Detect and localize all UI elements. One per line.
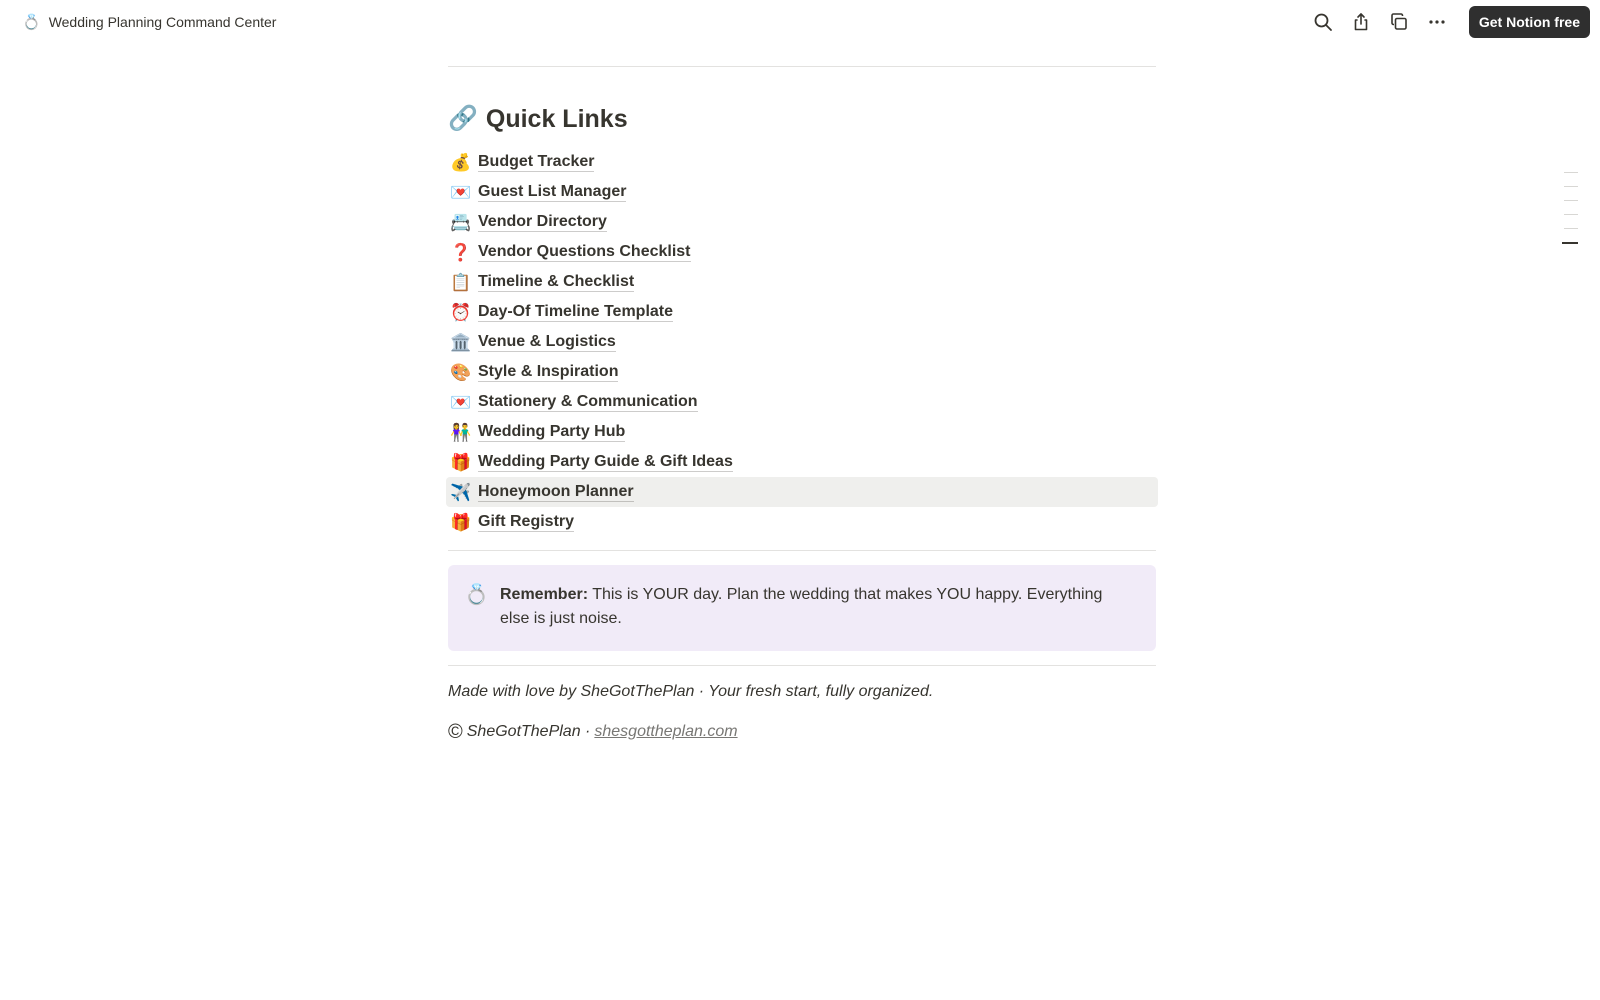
- page-title: Wedding Planning Command Center: [48, 14, 277, 30]
- topbar-actions: [1307, 6, 1590, 38]
- brand-name: SheGotThePlan ·: [466, 723, 591, 740]
- link-style-inspiration[interactable]: [448, 357, 1156, 387]
- breadcrumb[interactable]: [18, 8, 280, 36]
- ring-icon: 💍: [22, 13, 41, 31]
- link-timeline-checklist[interactable]: [448, 267, 1156, 297]
- link-label: Venue & Logistics: [478, 332, 616, 350]
- copyright-icon: ©: [448, 721, 463, 743]
- search-button[interactable]: [1307, 6, 1339, 38]
- link-label: Budget Tracker: [478, 152, 595, 170]
- outline-marker[interactable]: [1564, 228, 1578, 229]
- clipboard-icon: 📋: [450, 272, 472, 292]
- couple-icon: 👫: [450, 422, 472, 442]
- quick-links-list: [448, 147, 1156, 537]
- ring-icon: 💍: [464, 584, 489, 606]
- outline-marker[interactable]: [1564, 186, 1578, 187]
- search-icon: [1313, 12, 1333, 32]
- outline-marker[interactable]: [1564, 172, 1578, 173]
- page-outline[interactable]: [1562, 172, 1582, 257]
- copyright-line: [448, 720, 1156, 744]
- callout-text: [500, 583, 1136, 631]
- link-label: Wedding Party Hub: [478, 422, 626, 440]
- page-content: [448, 66, 1156, 744]
- duplicate-icon: [1389, 12, 1409, 32]
- classical-building-icon: 🏛️: [450, 332, 472, 352]
- love-letter-icon: 💌: [450, 182, 472, 202]
- top-bar: [0, 0, 1600, 44]
- website-link[interactable]: shesgottheplan.com: [594, 723, 738, 740]
- link-guest-list-manager[interactable]: [448, 177, 1156, 207]
- link-gift-registry[interactable]: [448, 507, 1156, 537]
- duplicate-button[interactable]: [1383, 6, 1415, 38]
- money-bag-icon: 💰: [450, 152, 472, 172]
- link-label: Vendor Directory: [478, 212, 607, 230]
- share-icon: [1351, 12, 1371, 32]
- link-label: Wedding Party Guide & Gift Ideas: [478, 452, 733, 470]
- remember-callout: [448, 565, 1156, 651]
- link-wedding-party-hub[interactable]: [448, 417, 1156, 447]
- gift-icon: 🎁: [450, 512, 472, 532]
- share-button[interactable]: [1345, 6, 1377, 38]
- link-honeymoon-planner[interactable]: [446, 477, 1158, 507]
- palette-icon: 🎨: [450, 362, 472, 382]
- link-label: Stationery & Communication: [478, 392, 698, 410]
- question-mark-icon: ❓: [450, 242, 472, 262]
- outline-marker[interactable]: [1564, 200, 1578, 201]
- quick-links-heading: [448, 103, 1156, 135]
- link-label: Style & Inspiration: [478, 362, 619, 380]
- more-icon: [1427, 12, 1447, 32]
- link-label: Gift Registry: [478, 512, 575, 530]
- link-venue-logistics[interactable]: [448, 327, 1156, 357]
- heading-text: Quick Links: [485, 104, 628, 133]
- card-index-icon: 📇: [450, 212, 472, 232]
- link-budget-tracker[interactable]: [448, 147, 1156, 177]
- link-vendor-directory[interactable]: [448, 207, 1156, 237]
- link-icon: 🔗: [448, 105, 478, 132]
- link-stationery-communication[interactable]: [448, 387, 1156, 417]
- footer-tagline: Made with love by SheGotThePlan · Your fresh start, fully organized.: [448, 683, 934, 700]
- link-vendor-questions-checklist[interactable]: [448, 237, 1156, 267]
- more-button[interactable]: [1421, 6, 1453, 38]
- divider: [448, 665, 1156, 666]
- link-label: Day-Of Timeline Template: [478, 302, 674, 320]
- callout-bold: Remember:: [500, 586, 589, 603]
- link-label: Guest List Manager: [478, 182, 627, 200]
- link-label: Honeymoon Planner: [478, 482, 634, 500]
- outline-marker-active[interactable]: [1562, 242, 1578, 244]
- gift-icon: 🎁: [450, 452, 472, 472]
- callout-message: This is YOUR day. Plan the wedding that makes YOU happy. Everything else is just noise.: [500, 586, 1103, 627]
- divider: [448, 550, 1156, 551]
- link-label: Vendor Questions Checklist: [478, 242, 691, 260]
- airplane-icon: ✈️: [450, 482, 472, 502]
- get-notion-free-button[interactable]: Get Notion free: [1469, 6, 1590, 38]
- outline-marker[interactable]: [1564, 214, 1578, 215]
- link-label: Timeline & Checklist: [478, 272, 635, 290]
- alarm-clock-icon: ⏰: [450, 302, 472, 322]
- love-letter-icon: 💌: [450, 392, 472, 412]
- link-day-of-timeline-template[interactable]: [448, 297, 1156, 327]
- divider: [448, 66, 1156, 67]
- link-wedding-party-guide-gift-ideas[interactable]: [448, 447, 1156, 477]
